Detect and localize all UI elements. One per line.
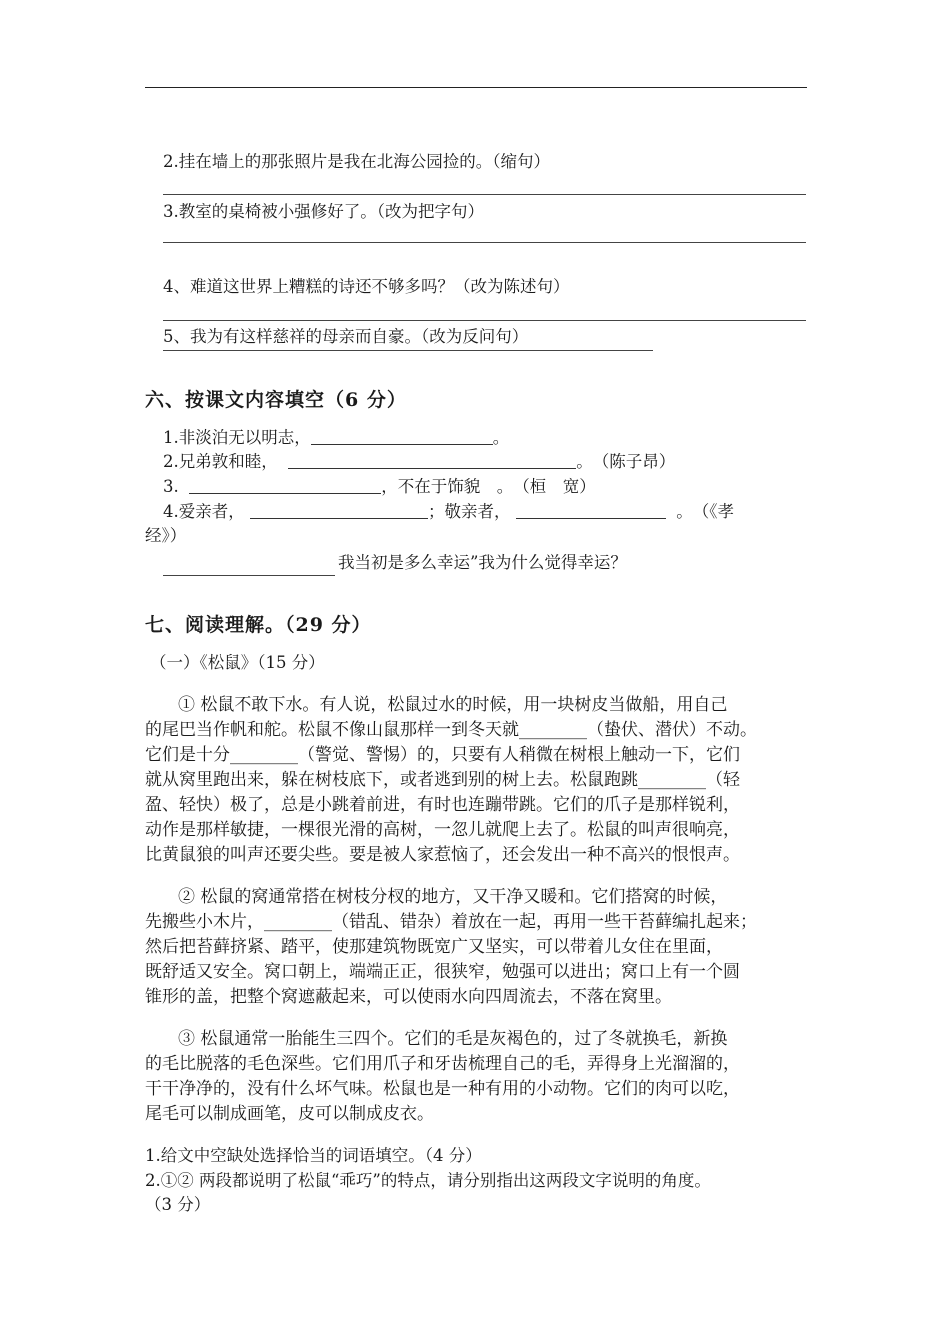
s5-question-4: 4、难道这世界上糟糕的诗还不够多吗？（改为陈述句） bbox=[163, 277, 570, 296]
p2-line: 锥形的盖，把整个窝遮蔽起来，可以使雨水向四周流去，不落在窝里。 bbox=[145, 987, 672, 1007]
section6-heading: 六、按课文内容填空（6 分） bbox=[145, 389, 407, 411]
s6-q2-text: 2.兄弟敦和睦， bbox=[163, 452, 278, 471]
s5-question-3: 3.教室的桌椅被小强修好了。（改为把字句） bbox=[163, 202, 484, 221]
p1-line: 它们是十分________（警觉、警惕）的，只要有人稍微在树根上触动一下，它们 bbox=[145, 745, 740, 765]
s6-question-1 bbox=[163, 427, 509, 449]
s6-question-3 bbox=[163, 476, 596, 498]
s5-question-5: 5、我为有这样慈祥的母亲而自豪。（改为反问句） bbox=[163, 327, 529, 346]
s6-question-5: 我当初是多么幸运”我为什么觉得幸运？ bbox=[338, 553, 627, 572]
p3-line: 干干净净的，没有什么坏气味。松鼠也是一种有用的小动物。它们的肉可以吃， bbox=[145, 1079, 740, 1099]
s6-q2-end: 。 （陈子昂） bbox=[576, 452, 676, 471]
p3-line: ③ 松鼠通常一胎能生三四个。它们的毛是灰褐色的，过了冬就换毛，新换 bbox=[178, 1029, 728, 1049]
header-rule bbox=[145, 87, 807, 88]
s6-question-2 bbox=[163, 451, 675, 473]
s5-answer-line-3[interactable] bbox=[163, 242, 806, 243]
s6-q4-text: 4.爱亲者， bbox=[163, 502, 245, 521]
s6-q2-blank[interactable] bbox=[288, 452, 576, 469]
s6-q4-mid: ；敬亲者， bbox=[428, 502, 511, 521]
p1-line: 就从窝里跑出来，躲在树枝底下，或者逃到别的树上去。松鼠跑跳________（轻 bbox=[145, 770, 740, 790]
s5-answer-line-2[interactable] bbox=[163, 194, 806, 195]
s6-q4-blank-2[interactable] bbox=[516, 502, 666, 519]
s6-q4-blank-1[interactable] bbox=[250, 502, 428, 519]
s6-q4-end: 。 （《孝 bbox=[676, 502, 734, 521]
s6-q3-blank[interactable] bbox=[189, 477, 381, 494]
s6-q1-end: 。 bbox=[492, 428, 510, 447]
reading-question-2-cont: （3 分） bbox=[145, 1195, 211, 1214]
p1-line: 比黄鼠狼的叫声还要尖些。要是被人家惹恼了，还会发出一种不高兴的恨恨声。 bbox=[145, 845, 740, 865]
p2-line: 既舒适又安全。窝口朝上，端端正正，很狭窄，勉强可以进出；窝口上有一个圆 bbox=[145, 962, 740, 982]
p1-line: ① 松鼠不敢下水。有人说，松鼠过水的时候，用一块树皮当做船，用自己 bbox=[178, 695, 728, 715]
section7-heading: 七、阅读理解。（29 分） bbox=[145, 614, 372, 636]
reading-subtitle: （一）《松鼠》（15 分） bbox=[150, 653, 325, 672]
p2-line: ② 松鼠的窝通常搭在树枝分杈的地方，又干净又暖和。它们搭窝的时候， bbox=[178, 887, 728, 907]
p1-line: 的尾巴当作帆和舵。松鼠不像山鼠那样一到冬天就________（蛰伏、潜伏）不动。 bbox=[145, 720, 757, 740]
s5-answer-line-4[interactable] bbox=[163, 320, 806, 321]
p2-line: 先搬些小木片，________（错乱、错杂）着放在一起，再用一些干苔藓编扎起来； bbox=[145, 912, 757, 932]
reading-question-1: 1.给文中空缺处选择恰当的词语填空。（4 分） bbox=[145, 1146, 482, 1165]
p1-line: 动作是那样敏捷，一棵很光滑的高树，一忽儿就爬上去了。松鼠的叫声很响亮， bbox=[145, 820, 740, 840]
s6-q1-text: 1.非淡泊无以明志， bbox=[163, 428, 311, 447]
p3-line: 的毛比脱落的毛色深些。它们用爪子和牙齿梳理自己的毛，弄得身上光溜溜的， bbox=[145, 1054, 740, 1074]
reading-question-2: 2.①② 两段都说明了松鼠“乖巧”的特点，请分别指出这两段文字说明的角度。 bbox=[145, 1171, 711, 1190]
p2-line: 然后把苔藓挤紧、踏平，使那建筑物既宽广又坚实，可以带着儿女住在里面， bbox=[145, 937, 723, 957]
s5-answer-line-5[interactable] bbox=[163, 350, 653, 351]
s6-q3-num: 3. bbox=[163, 477, 179, 496]
s6-q3-end: ，不在于饰貌 。 （桓 宽） bbox=[381, 477, 596, 496]
s6-q5-blank[interactable] bbox=[163, 575, 335, 576]
s5-question-2: 2.挂在墙上的那张照片是我在北海公园捡的。（缩句） bbox=[163, 152, 550, 171]
s6-q1-blank[interactable] bbox=[311, 428, 493, 445]
p1-line: 盈、轻快）极了，总是小跳着前进，有时也连蹦带跳。它们的爪子是那样锐利， bbox=[145, 795, 740, 815]
p3-line: 尾毛可以制成画笔，皮可以制成皮衣。 bbox=[145, 1104, 434, 1124]
s6-question-4 bbox=[163, 501, 734, 523]
s6-question-4-cont: 经》） bbox=[145, 526, 187, 545]
